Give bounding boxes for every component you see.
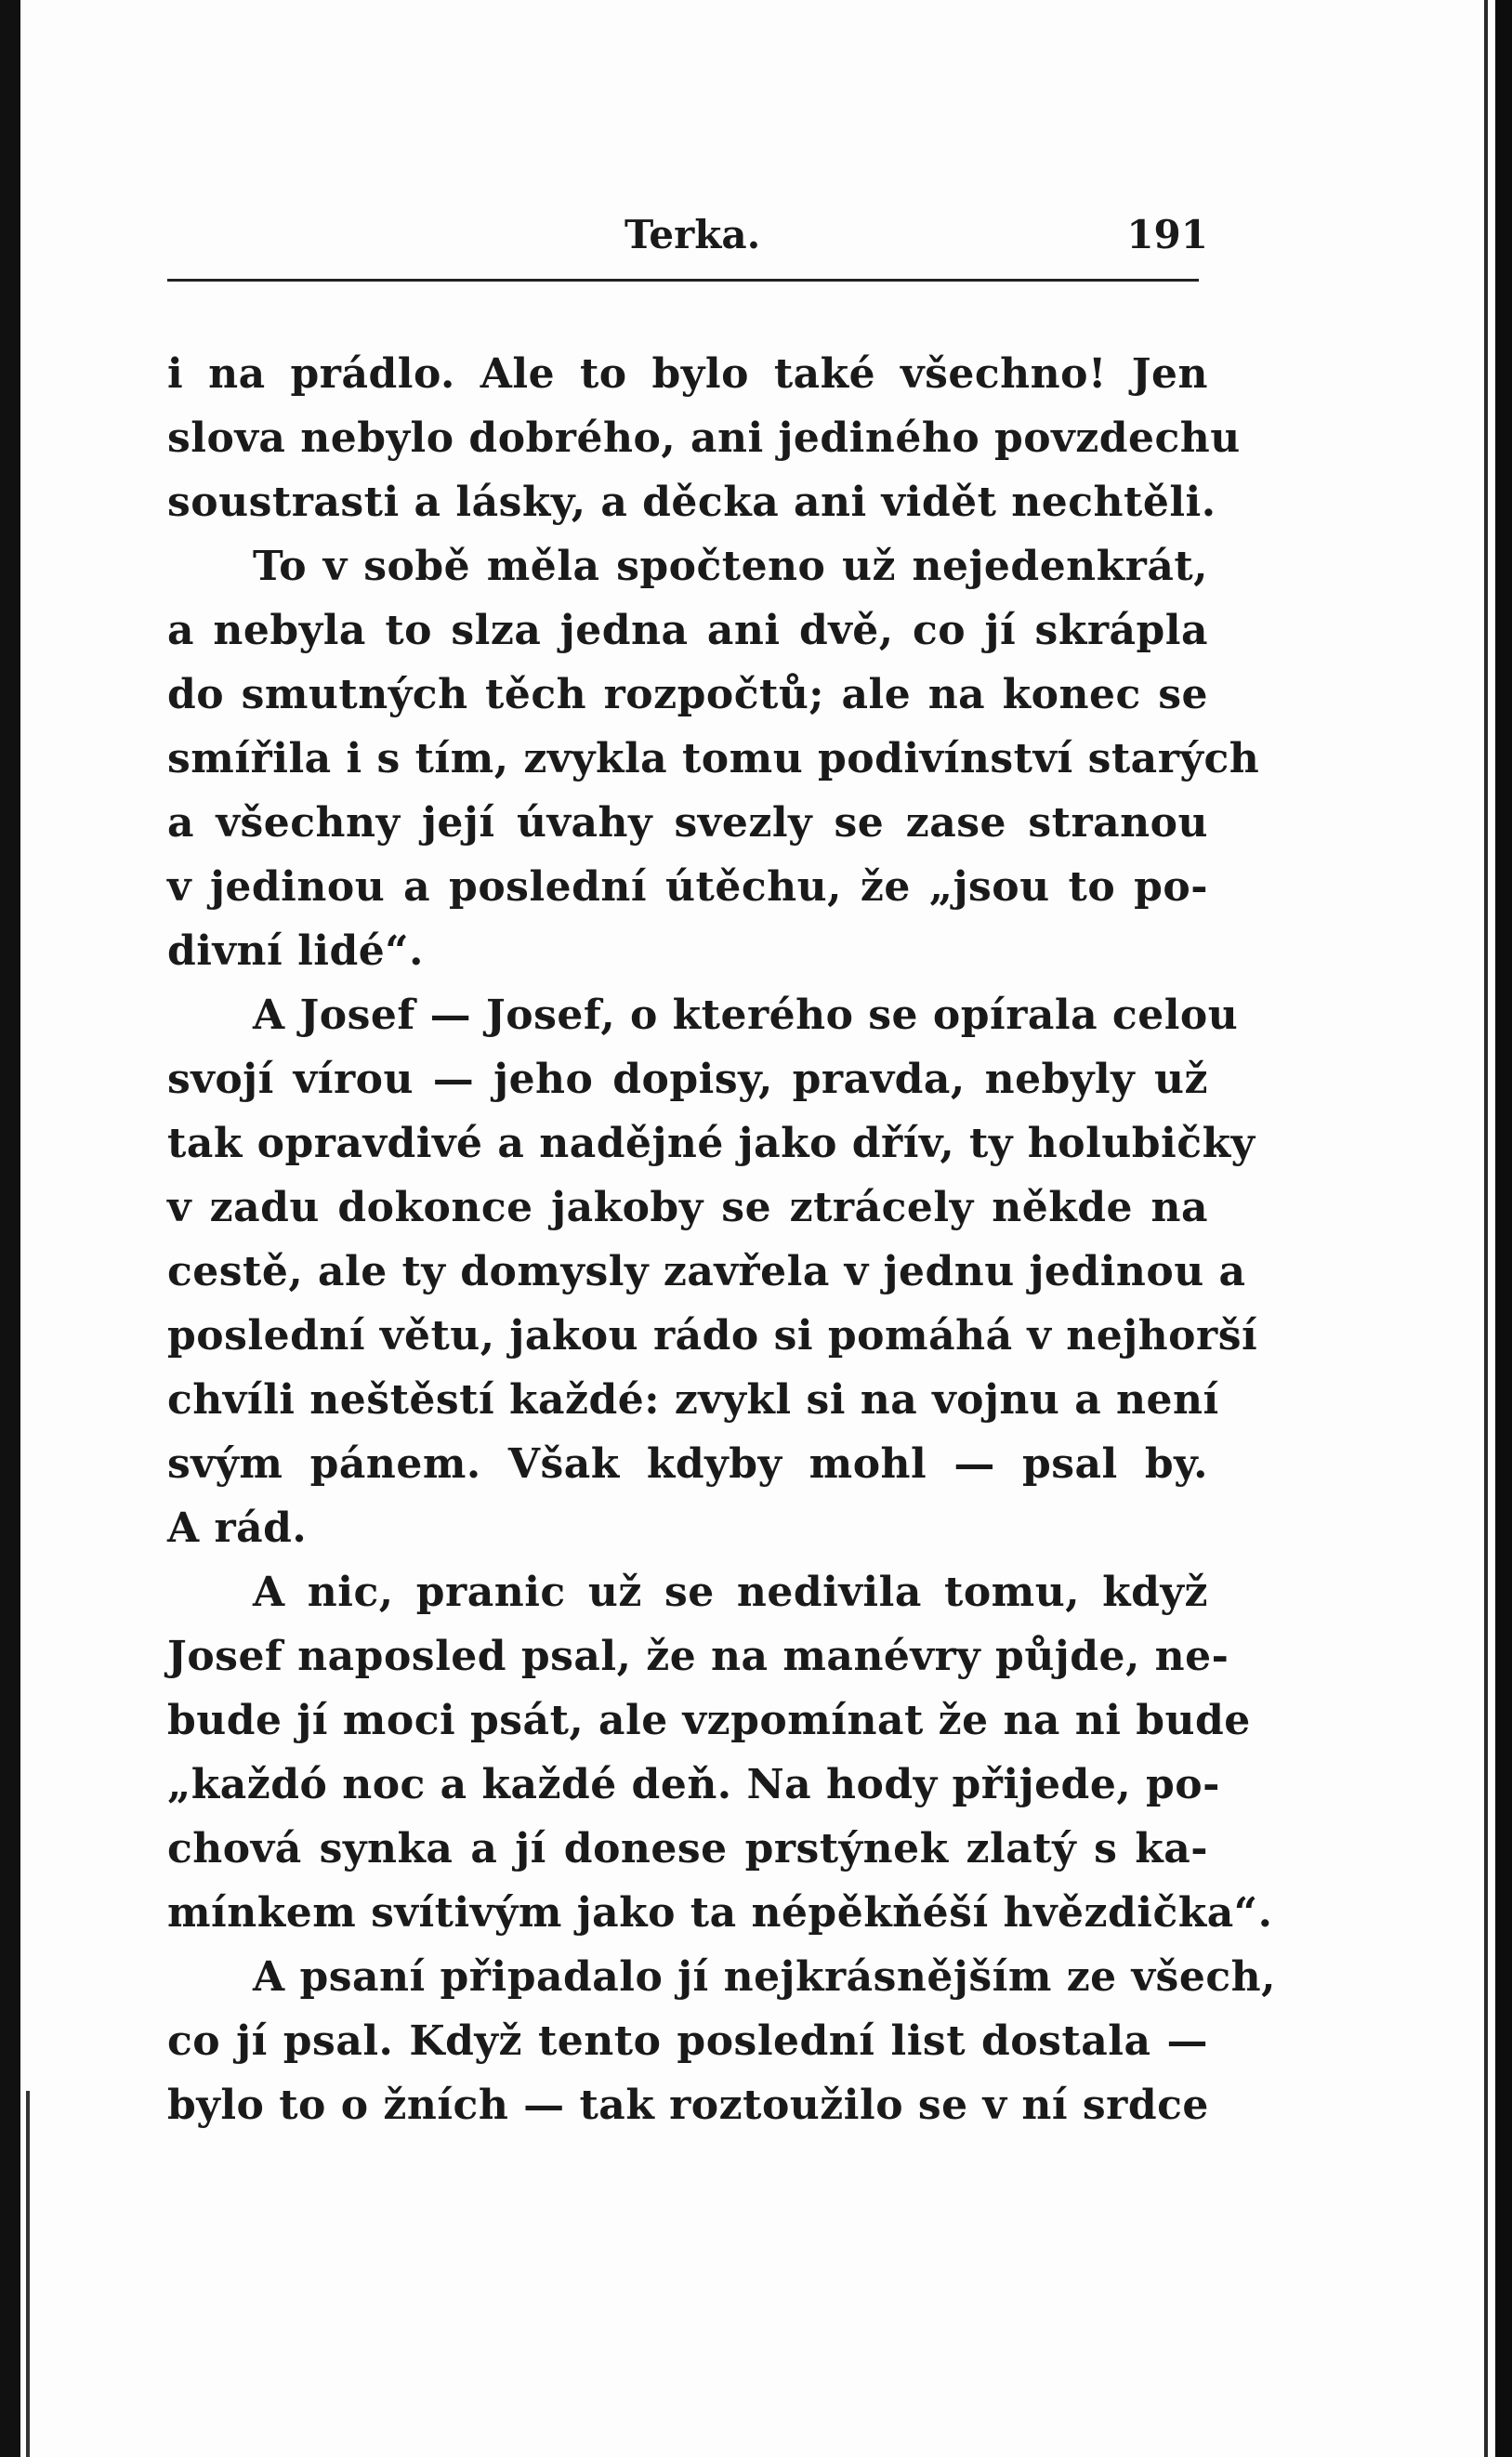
text-line: smířila i s tím, zvykla tomu podivínství starých xyxy=(167,735,1260,782)
text-line: bude jí moci psát, ale vzpomínat že na ni bude xyxy=(167,1697,1251,1744)
text-line: A Josef — Josef, o kterého se opírala celou xyxy=(253,992,1239,1039)
text-line: v jedinou a poslední útěchu, že „jsou to po- xyxy=(167,863,1208,911)
text-line: divní lidé“. xyxy=(167,927,424,975)
text-line: co jí psal. Když tento poslední list dostala — xyxy=(167,2017,1208,2065)
scan-edge-right xyxy=(1495,0,1512,2457)
text-line: soustrasti a lásky, a děcka ani vidět nechtěli. xyxy=(167,479,1216,526)
text-line: svojí vírou — jeho dopisy, pravda, nebyly už xyxy=(167,1056,1208,1103)
page-number: 191 xyxy=(1126,212,1208,257)
text-line: poslední větu, jakou rádo si pomáhá v nejhorší xyxy=(167,1312,1258,1360)
text-line: cestě, ale ty domysly zavřela v jednu jedinou a xyxy=(167,1248,1246,1295)
text-line: A rád. xyxy=(167,1504,308,1552)
text-line: Josef naposled psal, že na manévry půjde, ne- xyxy=(167,1633,1229,1680)
text-line: a všechny její úvahy svezly se zase stranou xyxy=(167,799,1208,847)
text-line: slova nebylo dobrého, ani jediného povzdechu xyxy=(167,414,1241,462)
text-line: i na prádlo. Ale to bylo také všechno! Jen xyxy=(167,350,1208,398)
text-line: svým pánem. Však kdyby mohl — psal by. xyxy=(167,1440,1208,1488)
text-line: chvíli neštěstí každé: zvykl si na vojnu a není xyxy=(167,1376,1219,1424)
text-line: A psaní připadalo jí nejkrásnějším ze všech, xyxy=(253,1953,1276,2001)
text-line: do smutných těch rozpočtů; ale na konec se xyxy=(167,671,1208,718)
running-title: Terka. xyxy=(625,212,761,257)
body-text xyxy=(167,342,1276,2137)
text-line: „každó noc a každé deň. Na hody přijede, po- xyxy=(167,1761,1220,1808)
header-rule xyxy=(167,279,1199,282)
text-line: To v sobě měla spočteno už nejedenkrát, xyxy=(253,543,1208,590)
text-line: chová synka a jí donese prstýnek zlatý s ka- xyxy=(167,1825,1208,1872)
text-line: tak opravdivé a nadějné jako dřív, ty holubičky xyxy=(167,1120,1256,1167)
text-line: v zadu dokonce jakoby se ztrácely někde na xyxy=(167,1184,1208,1231)
text-line: bylo to o žních — tak roztoužilo se v ní srdce xyxy=(167,2082,1209,2129)
text-line: mínkem svítivým jako ta népěkňéší hvězdička“. xyxy=(167,1889,1273,1937)
scan-edge-left xyxy=(0,0,20,2457)
scan-edge-right-line xyxy=(1484,0,1488,2457)
text-line: A nic, pranic už se nedivila tomu, když xyxy=(253,1569,1208,1616)
text-line: a nebyla to slza jedna ani dvě, co jí skrápla xyxy=(167,607,1208,654)
scan-edge-left-line xyxy=(26,2091,30,2457)
running-head xyxy=(167,212,1208,268)
